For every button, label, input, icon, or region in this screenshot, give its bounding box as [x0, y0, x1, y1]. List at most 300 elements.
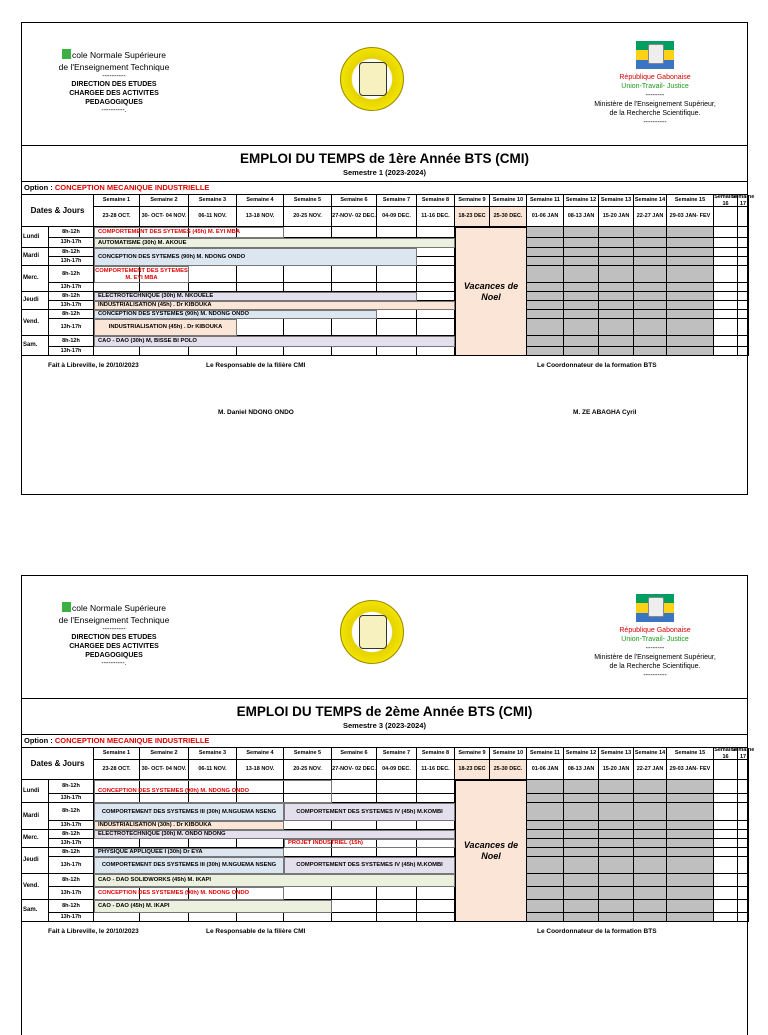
green-square-icon [62, 49, 71, 59]
schedule-cell [94, 283, 140, 292]
day-sat: Sam. [22, 336, 49, 356]
week-header-8: Semaine 8 [417, 748, 455, 760]
schedule-cell [599, 266, 634, 283]
schedule-cell [527, 887, 564, 900]
schedule-cell [417, 292, 455, 301]
schedule-cell [377, 913, 417, 922]
schedule-cell [634, 227, 667, 238]
schedule-cell [738, 821, 749, 830]
schedule-cell [667, 848, 714, 857]
schedule-cell [714, 887, 738, 900]
schedule-cell [634, 830, 667, 839]
schedule-cell [738, 848, 749, 857]
week-date-8: 11-16 DEC. [417, 207, 455, 227]
week-header-12: Semaine 12 [564, 748, 599, 760]
course-bar: COMPORTEMENT DES SYTEMES M. EYI MBA [94, 266, 189, 283]
schedule-cell [599, 780, 634, 794]
schedule-cell [599, 857, 634, 874]
schedule-cell [527, 257, 564, 266]
schedule-cell [714, 266, 738, 283]
schedule-cell [237, 839, 284, 848]
schedule-cell [714, 857, 738, 874]
schedule-cell [634, 347, 667, 356]
schedule-cell [714, 913, 738, 922]
week-header-2: Semaine 2 [140, 748, 189, 760]
schedule-cell [332, 319, 377, 336]
schedule-cell [94, 347, 140, 356]
schedule-cell [377, 821, 417, 830]
sheet-footer: Fait à Libreville, le 20/10/2023 Le Responsable de la filière CMI Le Coordonnateur de la formation BTS [48, 928, 657, 935]
schedule-cell [667, 266, 714, 283]
schedule-cell [738, 900, 749, 913]
week-date-7: 04-09 DEC. [377, 207, 417, 227]
slot-am: 8h-12h [49, 227, 94, 238]
schedule-cell [527, 336, 564, 347]
slot-pm: 13h-17h [49, 319, 94, 336]
schedule-cell [237, 283, 284, 292]
schedule-cell [714, 874, 738, 887]
schedule-cell [667, 839, 714, 848]
week-header-10: Semaine 10 [490, 195, 527, 207]
schedule-cell [527, 283, 564, 292]
timetable-title: EMPLOI DU TEMPS de 1ère Année BTS (CMI) [239, 151, 530, 166]
schedule-cell [634, 874, 667, 887]
schedule-cell [417, 283, 455, 292]
week-header-1: Semaine 1 [94, 748, 140, 760]
schedule-cell [377, 283, 417, 292]
week-date-15: 29-03 JAN- FEV [667, 760, 714, 780]
schedule-cell [667, 283, 714, 292]
schedule-cell [634, 238, 667, 248]
schedule-cell [714, 336, 738, 347]
schedule-cell [564, 874, 599, 887]
vacation-block: Vacances de Noel [455, 227, 527, 356]
slot-am: 8h-12h [49, 780, 94, 794]
week-date-7: 04-09 DEC. [377, 760, 417, 780]
schedule-cell [527, 821, 564, 830]
schedule-cell [377, 900, 417, 913]
schedule-cell [417, 347, 455, 356]
schedule-cell [738, 857, 749, 874]
week-date-5: 20-25 NOV. [284, 207, 332, 227]
schedule-cell [564, 257, 599, 266]
schedule-cell [527, 857, 564, 874]
schedule-cell [332, 283, 377, 292]
schedule-cell [237, 347, 284, 356]
week-date-6: 27-NOV- 02 DEC. [332, 207, 377, 227]
week-header-11: Semaine 11 [527, 748, 564, 760]
schedule-cell [738, 347, 749, 356]
schedule-cell [599, 900, 634, 913]
week-header-5: Semaine 5 [284, 195, 332, 207]
day-mon: Lundi [22, 780, 49, 803]
schedule-cell [332, 227, 377, 238]
schedule-cell [738, 301, 749, 310]
schedule-cell [634, 821, 667, 830]
schedule-cell [140, 347, 189, 356]
schedule-cell [714, 347, 738, 356]
schedule-cell [667, 887, 714, 900]
slot-am: 8h-12h [49, 900, 94, 913]
schedule-cell [284, 848, 332, 857]
schedule-cell [564, 857, 599, 874]
schedule-cell [527, 266, 564, 283]
course-bar: COMPORTEMENT DES SYSTEMES III (30h) M.NGUEMA NSENG [94, 803, 284, 821]
schedule-cell [634, 283, 667, 292]
schedule-cell [527, 780, 564, 794]
schedule-cell [667, 301, 714, 310]
week-header-12: Semaine 12 [564, 195, 599, 207]
schedule-cell [527, 319, 564, 336]
schedule-cell [714, 257, 738, 266]
schedule-cell [599, 257, 634, 266]
ens-logo-text: cole Normale Supérieure de l'Enseignement Technique ---------- DIRECTION DES ETUDES CHARGEE DES ACTIVITES PEDAGOGIQUES ----------. [58, 50, 170, 114]
schedule-cell [564, 266, 599, 283]
schedule-cell [417, 848, 455, 857]
schedule-cell [738, 310, 749, 319]
schedule-cell [377, 347, 417, 356]
schedule-cell [237, 319, 284, 336]
schedule-cell [94, 913, 140, 922]
course-bar: COMPORTEMENT DES SYSTEMES III (30h) M.NGUEMA NSENG [94, 857, 284, 874]
week-date-4: 13-18 NOV. [237, 207, 284, 227]
schedule-cell [564, 794, 599, 803]
schedule-cell [599, 238, 634, 248]
week-header-1: Semaine 1 [94, 195, 140, 207]
schedule-cell [714, 283, 738, 292]
week-header-6: Semaine 6 [332, 195, 377, 207]
schedule-cell [738, 803, 749, 821]
week-date-2: 30- OCT- 04 NOV. [140, 207, 189, 227]
schedule-cell [667, 336, 714, 347]
slot-am: 8h-12h [49, 336, 94, 347]
schedule-cell [527, 248, 564, 257]
schedule-cell [189, 839, 237, 848]
schedule-cell [634, 848, 667, 857]
schedule-cell [527, 301, 564, 310]
week-header-5: Semaine 5 [284, 748, 332, 760]
slot-am: 8h-12h [49, 830, 94, 839]
sheet-header [22, 576, 747, 699]
course-bar: INDUSTRIALISATION (45h) . Dr KIBOUKA [94, 319, 237, 336]
schedule-cell [667, 347, 714, 356]
schedule-cell [332, 780, 377, 794]
schedule-cell [634, 301, 667, 310]
schedule-cell [738, 887, 749, 900]
week-header-13: Semaine 13 [599, 748, 634, 760]
dates-jours-header: Dates & Jours [22, 195, 94, 227]
schedule-cell [332, 821, 377, 830]
week-header-3: Semaine 3 [189, 748, 237, 760]
schedule-cell [377, 848, 417, 857]
schedule-cell [564, 848, 599, 857]
schedule-cell [527, 874, 564, 887]
schedule-cell [332, 347, 377, 356]
slot-pm: 13h-17h [49, 283, 94, 292]
week-date-13: 15-20 JAN [599, 760, 634, 780]
schedule-cell [284, 266, 332, 283]
week-date-3: 06-11 NOV. [189, 760, 237, 780]
week-header-14: Semaine 14 [634, 195, 667, 207]
schedule-cell [417, 780, 455, 794]
week-date-16 [714, 760, 738, 780]
schedule-cell [634, 266, 667, 283]
vacation-block: Vacances de Noel [455, 780, 527, 922]
schedule-cell [738, 780, 749, 794]
course-bar: COMPORTEMENT DES SYSTEMES IV (45h) M.KOMBI [284, 857, 455, 874]
schedule-cell [564, 803, 599, 821]
course-bar: INDUSTRIALISATION (45h) . Dr KIBOUKA [94, 301, 455, 310]
schedule-cell [332, 900, 377, 913]
signature-2: M. ZE ABAGHA Cyril [573, 409, 637, 416]
schedule-cell [284, 283, 332, 292]
schedule-cell [564, 821, 599, 830]
schedule-cell [284, 887, 332, 900]
week-date-12: 08-13 JAN [564, 760, 599, 780]
week-header-15: Semaine 15 [667, 748, 714, 760]
schedule-cell [377, 794, 417, 803]
schedule-cell [284, 227, 332, 238]
week-date-1: 23-28 OCT. [94, 207, 140, 227]
dates-jours-header: Dates & Jours [22, 748, 94, 780]
schedule-cell [714, 821, 738, 830]
schedule-cell [527, 848, 564, 857]
week-date-16 [714, 207, 738, 227]
schedule-cell [667, 292, 714, 301]
schedule-cell [189, 913, 237, 922]
schedule-cell [527, 794, 564, 803]
day-wed: Merc. [22, 830, 49, 848]
schedule-cell [564, 887, 599, 900]
school-seal-icon [340, 47, 404, 111]
schedule-cell [714, 292, 738, 301]
course-bar: CAO - DAO SOLIDWORKS (45h) M. IKAPI [94, 874, 455, 887]
schedule-cell [667, 794, 714, 803]
week-date-13: 15-20 JAN [599, 207, 634, 227]
schedule-cell [564, 900, 599, 913]
schedule-cell [599, 794, 634, 803]
schedule-cell [738, 830, 749, 839]
schedule-cell [599, 336, 634, 347]
schedule-cell [738, 257, 749, 266]
week-date-4: 13-18 NOV. [237, 760, 284, 780]
day-fri: Vend. [22, 310, 49, 336]
schedule-cell [738, 874, 749, 887]
day-thu: Jeudi [22, 292, 49, 310]
course-bar: COMPORTEMENT DES SYTEMES (45h) M. EYI MBA [94, 227, 284, 238]
slot-pm: 13h-17h [49, 257, 94, 266]
week-header-16: Semaine 16 [714, 193, 737, 207]
schedule-cell [599, 887, 634, 900]
schedule-cell [417, 266, 455, 283]
schedule-cell [527, 227, 564, 238]
week-header-7: Semaine 7 [377, 195, 417, 207]
course-bar: INDUSTRIALISATION (30h) . Dr KIBOUKA [94, 821, 284, 830]
week-header-3: Semaine 3 [189, 195, 237, 207]
gabon-header: République Gabonaise Union-Travail- Justice -------- Ministère de l'Enseignement Supérieur, de la Recherche Scientifique. ---------- [575, 594, 735, 680]
week-header-10: Semaine 10 [490, 748, 527, 760]
schedule-cell [417, 319, 455, 336]
schedule-cell [417, 227, 455, 238]
schedule-cell [599, 913, 634, 922]
slot-am: 8h-12h [49, 874, 94, 887]
schedule-cell [189, 347, 237, 356]
course-bar: ELECTROTECHNIQUE (30h) M. NKOUELE [94, 292, 417, 301]
schedule-cell [237, 266, 284, 283]
schedule-cell [527, 913, 564, 922]
schedule-cell [564, 283, 599, 292]
schedule-cell [284, 347, 332, 356]
schedule-cell [667, 830, 714, 839]
schedule-cell [714, 319, 738, 336]
slot-am: 8h-12h [49, 266, 94, 283]
week-date-12: 08-13 JAN [564, 207, 599, 227]
schedule-cell [714, 900, 738, 913]
schedule-cell [564, 310, 599, 319]
schedule-cell [667, 780, 714, 794]
schedule-cell [714, 238, 738, 248]
schedule-cell [634, 310, 667, 319]
schedule-cell [94, 839, 140, 848]
schedule-cell [599, 803, 634, 821]
schedule-cell [564, 248, 599, 257]
week-date-10: 25-30 DEC. [490, 207, 527, 227]
schedule-cell [634, 803, 667, 821]
schedule-cell [599, 319, 634, 336]
schedule-cell [634, 248, 667, 257]
schedule-cell [377, 310, 417, 319]
schedule-cell [738, 283, 749, 292]
schedule-cell [714, 848, 738, 857]
week-date-9: 18-23 DEC [455, 207, 490, 227]
schedule-cell [417, 310, 455, 319]
schedule-cell [564, 292, 599, 301]
slot-pm: 13h-17h [49, 887, 94, 900]
schedule-cell [738, 238, 749, 248]
schedule-cell [667, 821, 714, 830]
semester-label: Semestre 1 (2023-2024) [343, 168, 426, 177]
schedule-cell [738, 336, 749, 347]
slot-pm: 13h-17h [49, 301, 94, 310]
schedule-cell [237, 913, 284, 922]
schedule-cell [599, 347, 634, 356]
schedule-cell [667, 857, 714, 874]
gabon-flag-icon [636, 41, 674, 69]
day-thu: Jeudi [22, 848, 49, 874]
week-header-4: Semaine 4 [237, 748, 284, 760]
schedule-cell [714, 839, 738, 848]
slot-pm: 13h-17h [49, 821, 94, 830]
schedule-cell [667, 248, 714, 257]
timetable-sheet-2 [21, 575, 755, 1035]
schedule-cell [564, 913, 599, 922]
week-date-14: 22-27 JAN [634, 207, 667, 227]
schedule-cell [667, 874, 714, 887]
course-bar: CAO - DAO (30h) M, BISSE BI POLO [94, 336, 455, 347]
schedule-cell [332, 887, 377, 900]
schedule-cell [634, 319, 667, 336]
week-header-7: Semaine 7 [377, 748, 417, 760]
schedule-cell [564, 347, 599, 356]
schedule-cell [527, 310, 564, 319]
slot-am: 8h-12h [49, 310, 94, 319]
schedule-cell [714, 248, 738, 257]
slot-pm: 13h-17h [49, 857, 94, 874]
day-mon: Lundi [22, 227, 49, 248]
schedule-cell [634, 900, 667, 913]
slot-pm: 13h-17h [49, 794, 94, 803]
schedule-cell [332, 794, 377, 803]
schedule-cell [738, 248, 749, 257]
schedule-cell [738, 319, 749, 336]
schedule-cell [599, 830, 634, 839]
week-date-11: 01-06 JAN [527, 760, 564, 780]
schedule-cell [667, 900, 714, 913]
schedule-cell [738, 794, 749, 803]
day-tue: Mardi [22, 803, 49, 830]
schedule-cell [667, 257, 714, 266]
schedule-cell [634, 887, 667, 900]
schedule-cell [377, 319, 417, 336]
day-tue: Mardi [22, 248, 49, 266]
timetable-sheet-1 [21, 22, 755, 495]
schedule-cell [284, 821, 332, 830]
course-bar: CAO - DAO (45h) M. IKAPI [94, 900, 332, 913]
gabon-header: République Gabonaise Union-Travail- Justice -------- Ministère de l'Enseignement Supérieur, de la Recherche Scientifique. ---------- [575, 41, 735, 127]
week-date-3: 06-11 NOV. [189, 207, 237, 227]
schedule-cell [564, 336, 599, 347]
schedule-cell [189, 266, 237, 283]
week-date-1: 23-28 OCT. [94, 760, 140, 780]
schedule-cell [667, 319, 714, 336]
schedule-cell [599, 301, 634, 310]
schedule-cell [738, 913, 749, 922]
schedule-cell [332, 266, 377, 283]
school-seal-icon [340, 600, 404, 664]
schedule-cell [634, 857, 667, 874]
schedule-cell [714, 794, 738, 803]
week-header-4: Semaine 4 [237, 195, 284, 207]
slot-am: 8h-12h [49, 848, 94, 857]
schedule-cell [564, 301, 599, 310]
week-header-9: Semaine 9 [455, 748, 490, 760]
schedule-cell [667, 238, 714, 248]
schedule-cell [667, 803, 714, 821]
schedule-cell [599, 283, 634, 292]
schedule-cell [564, 839, 599, 848]
schedule-cell [599, 292, 634, 301]
schedule-cell [714, 310, 738, 319]
schedule-cell [527, 839, 564, 848]
option-label: Option : CONCEPTION MECANIQUE INDUSTRIELLE [22, 734, 747, 748]
schedule-cell [140, 283, 189, 292]
schedule-cell [377, 887, 417, 900]
week-date-17 [738, 207, 749, 227]
schedule-cell [417, 887, 455, 900]
day-wed: Merc. [22, 266, 49, 292]
course-bar: CONCEPTION DES SYSTEMES (90h) M. NDONG ONDO [94, 887, 284, 900]
schedule-cell [527, 900, 564, 913]
schedule-cell [332, 913, 377, 922]
schedule-cell [284, 913, 332, 922]
week-date-11: 01-06 JAN [527, 207, 564, 227]
week-date-8: 11-16 DEC. [417, 760, 455, 780]
schedule-cell [667, 913, 714, 922]
ens-logo-text: cole Normale Supérieure de l'Enseignement Technique ---------- DIRECTION DES ETUDES CHARGEE DES ACTIVITES PEDAGOGIQUES ----------. [58, 603, 170, 667]
week-header-8: Semaine 8 [417, 195, 455, 207]
schedule-grid [22, 746, 755, 922]
schedule-cell [599, 248, 634, 257]
